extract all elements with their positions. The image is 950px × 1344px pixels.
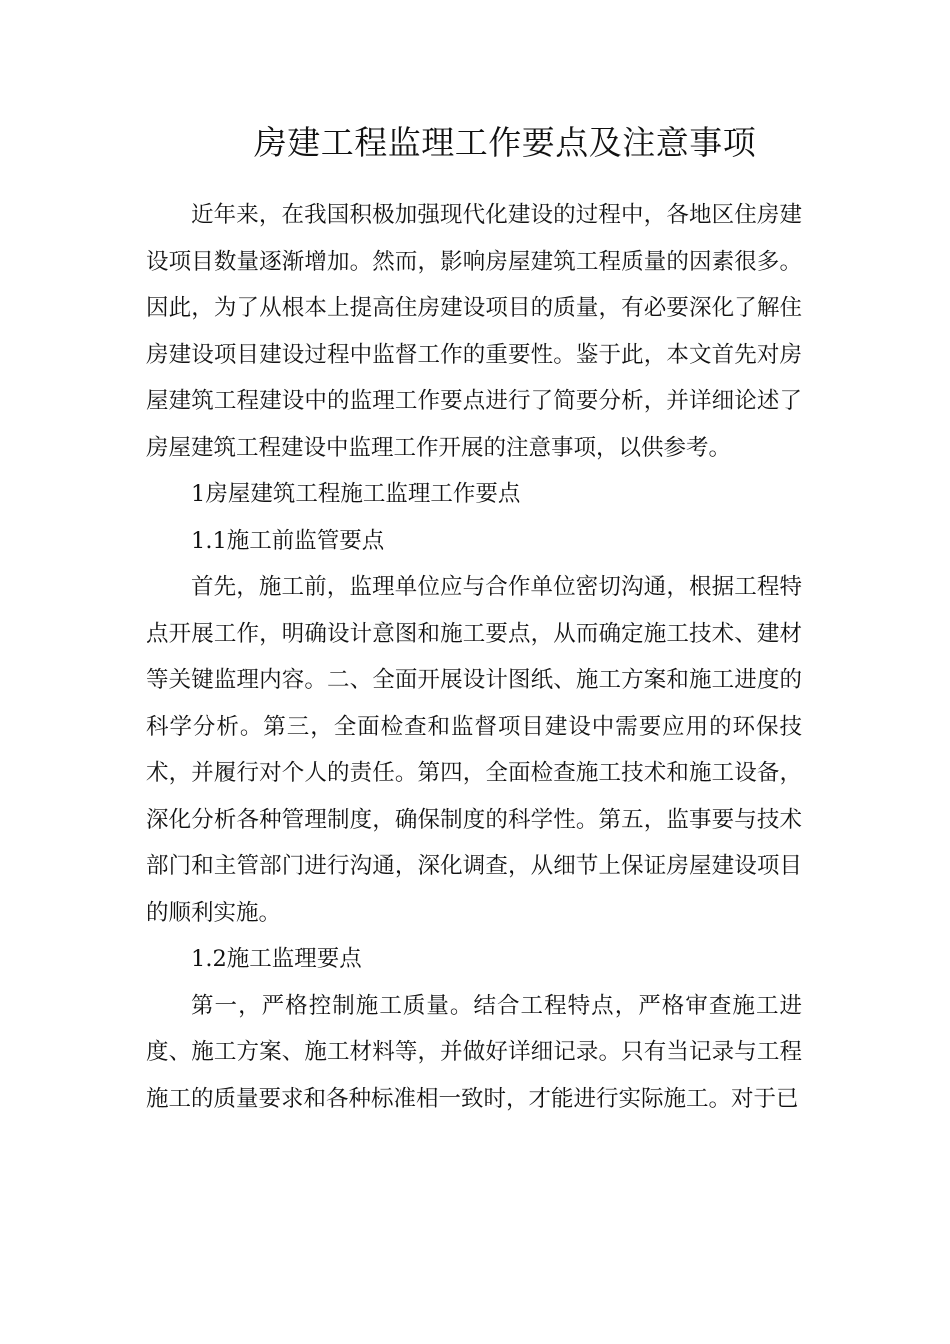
paragraph-construction-supervision: 第一，严格控制施工质量。结合工程特点，严格审查施工进度、施工方案、施工材料等，并做好详细记录。只有当记录与工程施工的质量要求和各种标准相一致时，才能进行实际施工。对于已 bbox=[146, 992, 802, 1112]
document-body bbox=[146, 192, 802, 1122]
document-title: 房建工程监理工作要点及注意事项 bbox=[253, 123, 757, 162]
section-heading-1-1: 1.1施工前监管要点 bbox=[191, 527, 385, 554]
section-heading-1-2: 1.2施工监理要点 bbox=[191, 946, 362, 972]
paragraph-intro: 近年来，在我国积极加强现代化建设的过程中，各地区住房建设项目数量逐渐增加。然而，影响房屋建筑工程质量的因素很多。因此，为了从根本上提高住房建设项目的质量，有必要深化了解住房建设项目建设过程中监督工作的重要性。鉴于此，本文首先对房屋建筑工程建设中的监理工作要点进行了简要分析，并详细论述了房屋建筑工程建设中监理工作开展的注意事项，以供参考。 bbox=[146, 202, 802, 461]
paragraph-pre-construction: 首先，施工前，监理单位应与合作单位密切沟通，根据工程特点开展工作，明确设计意图和施工要点，从而确定施工技术、建材等关键监理内容。二、全面开展设计图纸、施工方案和施工进度的科学分析。第三，全面检查和监督项目建设中需要应用的环保技术，并履行对个人的责任。第四，全面检查施工技术和施工设备，深化分析各种管理制度，确保制度的科学性。第五，监事要与技术部门和主管部门进行沟通，深化调查，从细节上保证房屋建设项目的顺利实施。 bbox=[146, 574, 802, 926]
section-heading-1: 1房屋建筑工程施工监理工作要点 bbox=[191, 481, 521, 507]
